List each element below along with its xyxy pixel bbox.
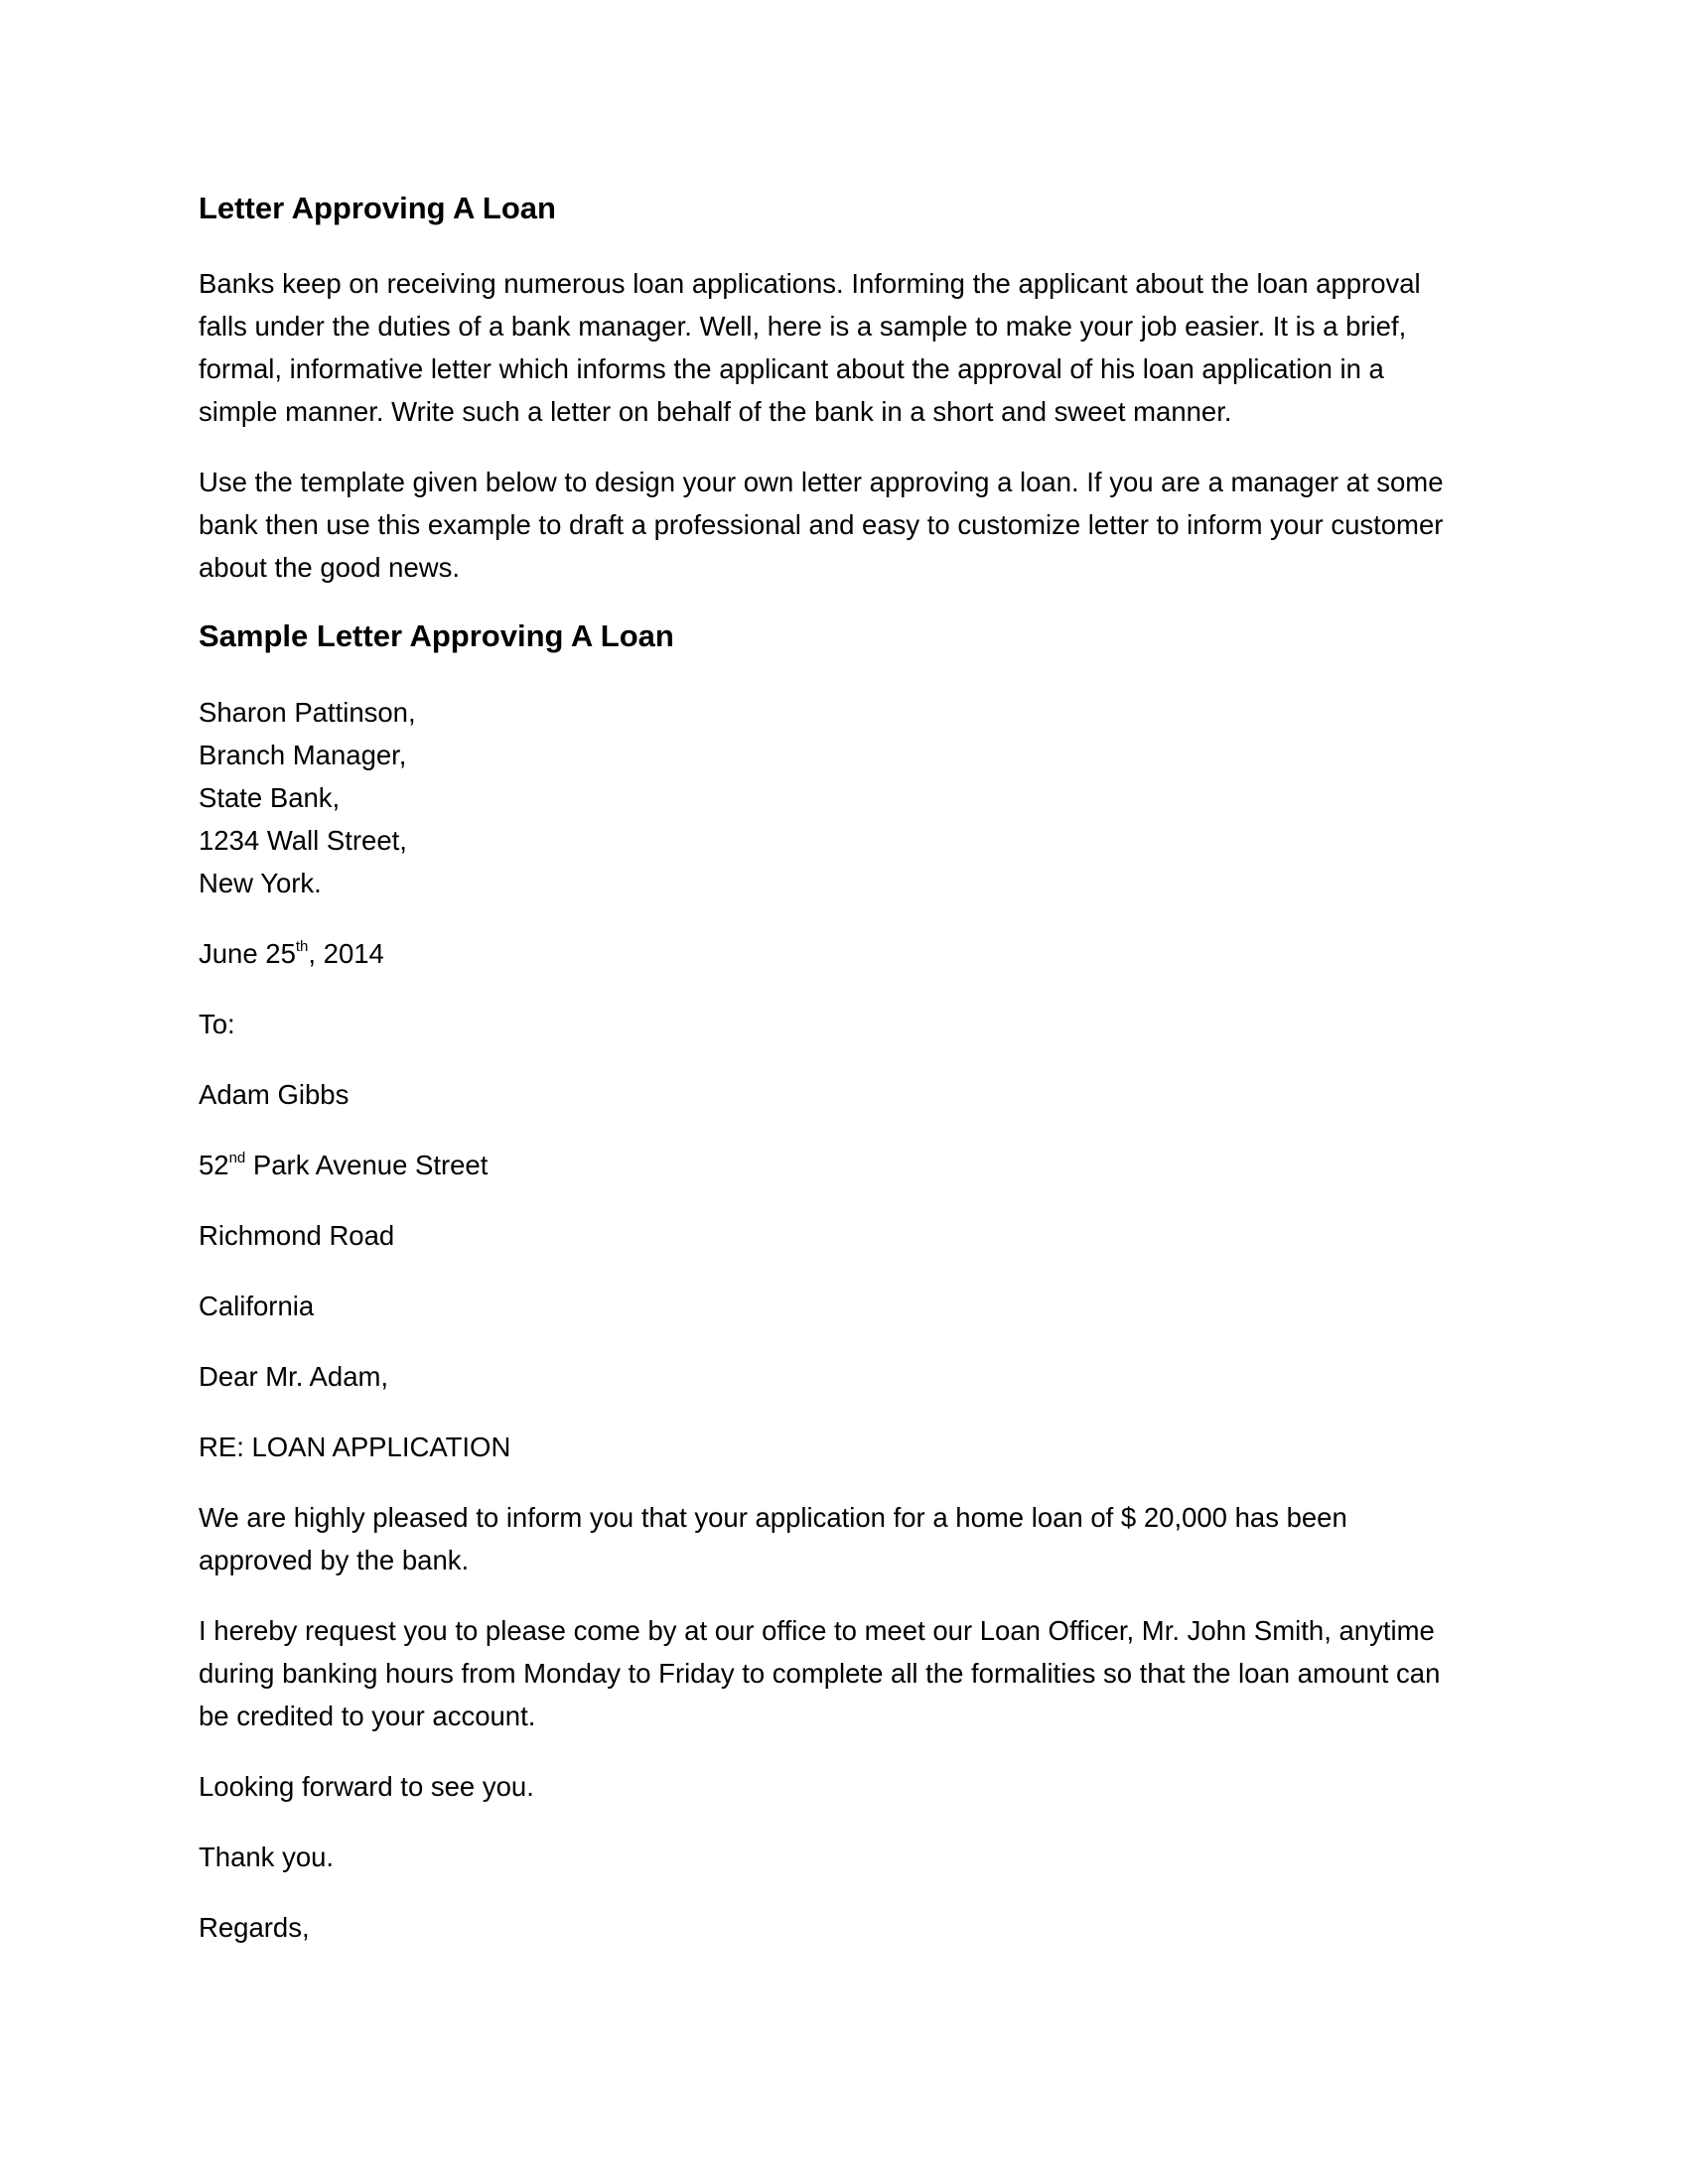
closing: Regards, [199, 1912, 310, 1943]
subject-line: RE: LOAN APPLICATION [199, 1432, 511, 1462]
body-paragraph-3: Looking forward to see you. [199, 1771, 534, 1802]
letter-date [199, 932, 1499, 975]
sender-bank: State Bank, [199, 782, 341, 813]
intro-paragraph-2: Use the template given below to design your own letter approving a loan. If you are a manager at some bank then use this example to draft a professional and easy to customize letter to inform your customer about the good news. [199, 467, 1444, 583]
sender-name: Sharon Pattinson, [199, 697, 416, 728]
body-paragraph-1: We are highly pleased to inform you that your application for a home loan of $ 20,000 has been approved by the bank. [199, 1502, 1347, 1575]
sender-position: Branch Manager, [199, 740, 407, 770]
body-paragraph-4: Thank you. [199, 1842, 335, 1872]
recipient-address-suffix: nd [228, 1149, 246, 1166]
recipient-road: Richmond Road [199, 1220, 395, 1251]
sender-address [199, 691, 1499, 904]
date-suffix: th [295, 937, 309, 955]
date-main: June 25 [199, 938, 296, 969]
sample-letter-heading: Sample Letter Approving A Loan [199, 618, 674, 653]
recipient-state: California [199, 1291, 315, 1321]
recipient-address-street: Park Avenue Street [245, 1150, 489, 1180]
date-year: , 2014 [308, 938, 384, 969]
sender-city: New York. [199, 868, 322, 898]
document-title: Letter Approving A Loan [199, 191, 556, 225]
sender-street: 1234 Wall Street, [199, 825, 407, 856]
recipient-name: Adam Gibbs [199, 1079, 350, 1110]
intro-paragraph-1: Banks keep on receiving numerous loan applications. Informing the applicant about the loan approval falls under the duties of a bank manager. Well, here is a sample to make your job easier. It is a brief, formal, informative letter which informs the applicant about the approval of his loan application in a simple manner. Write such a letter on behalf of the bank in a short and sweet manner. [199, 268, 1421, 427]
to-label: To: [199, 1009, 235, 1039]
recipient-address [199, 1144, 1499, 1186]
body-paragraph-2: I hereby request you to please come by at our office to meet our Loan Officer, Mr. John Smith, anytime during banking hours from Monday to Friday to complete all the formalities so that the loan amount can be credited to your account. [199, 1615, 1441, 1731]
recipient-address-number: 52 [199, 1150, 229, 1180]
salutation: Dear Mr. Adam, [199, 1361, 389, 1392]
